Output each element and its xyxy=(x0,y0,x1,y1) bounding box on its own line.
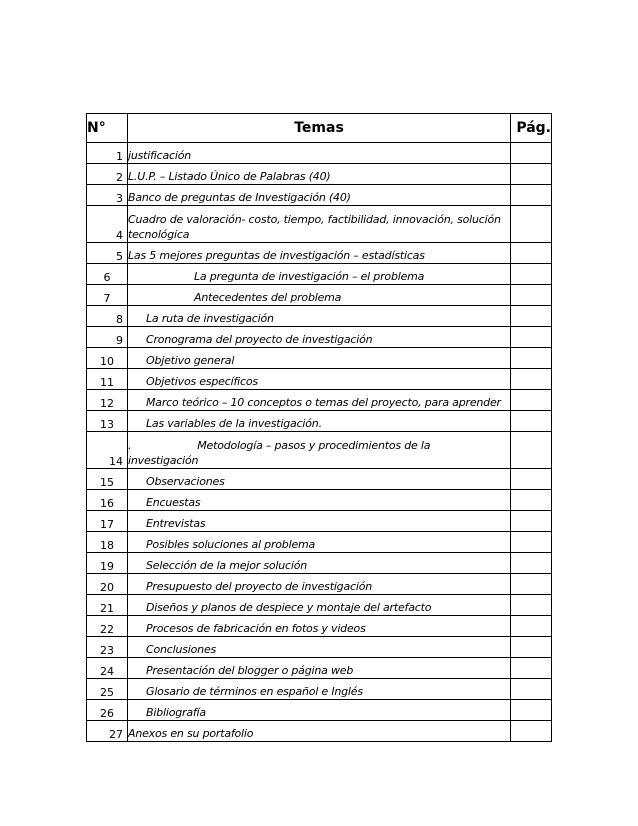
table-row xyxy=(87,285,552,306)
row-topic: Antecedentes del problema xyxy=(128,285,511,306)
column-header-number: N° xyxy=(87,114,128,143)
row-page xyxy=(511,206,552,243)
row-number: 8 xyxy=(87,306,128,327)
row-topic: Las variables de la investigación. xyxy=(128,411,511,432)
row-topic: Entrevistas xyxy=(128,511,511,532)
row-number: 7 xyxy=(87,285,128,306)
row-number: 23 xyxy=(87,637,128,658)
row-number: 2 xyxy=(87,164,128,185)
row-topic: Encuestas xyxy=(128,490,511,511)
row-page xyxy=(511,616,552,637)
row-topic: La pregunta de investigación – el problema xyxy=(128,264,511,285)
table-row xyxy=(87,469,552,490)
row-page xyxy=(511,700,552,721)
row-page xyxy=(511,306,552,327)
table-row xyxy=(87,369,552,390)
table-row xyxy=(87,264,552,285)
row-number: 20 xyxy=(87,574,128,595)
row-topic: Objetivo general xyxy=(128,348,511,369)
row-topic: Marco teórico – 10 conceptos o temas del proyecto, para aprender xyxy=(128,390,511,411)
table-row xyxy=(87,511,552,532)
row-topic: Procesos de fabricación en fotos y videos xyxy=(128,616,511,637)
row-number: 24 xyxy=(87,658,128,679)
row-topic: Presupuesto del proyecto de investigación xyxy=(128,574,511,595)
row-number: 3 xyxy=(87,185,128,206)
table-row xyxy=(87,390,552,411)
row-number: 11 xyxy=(87,369,128,390)
table-row xyxy=(87,306,552,327)
row-number: 22 xyxy=(87,616,128,637)
row-page xyxy=(511,264,552,285)
table-row xyxy=(87,574,552,595)
row-topic: Diseños y planos de despiece y montaje del artefacto xyxy=(128,595,511,616)
row-page xyxy=(511,469,552,490)
table-row xyxy=(87,658,552,679)
row-topic: Las 5 mejores preguntas de investigación – estadísticas xyxy=(128,243,511,264)
table-row xyxy=(87,637,552,658)
table-row xyxy=(87,595,552,616)
row-number: 13 xyxy=(87,411,128,432)
row-page xyxy=(511,574,552,595)
table-row xyxy=(87,411,552,432)
row-page xyxy=(511,658,552,679)
row-topic: Cuadro de valoración- costo, tiempo, factibilidad, innovación, solución tecnológica xyxy=(128,206,511,243)
row-topic: Presentación del blogger o página web xyxy=(128,658,511,679)
table-row xyxy=(87,679,552,700)
table-row xyxy=(87,532,552,553)
row-topic: . Metodología – pasos y procedimientos de la investigación xyxy=(128,432,511,469)
row-page xyxy=(511,285,552,306)
row-topic: Conclusiones xyxy=(128,637,511,658)
table-row xyxy=(87,721,552,742)
row-number: 6 xyxy=(87,264,128,285)
column-header-topics: Temas xyxy=(128,114,511,143)
row-page xyxy=(511,390,552,411)
row-page xyxy=(511,511,552,532)
row-page xyxy=(511,327,552,348)
row-number: 12 xyxy=(87,390,128,411)
row-page xyxy=(511,411,552,432)
row-number: 17 xyxy=(87,511,128,532)
column-header-page: Pág. xyxy=(511,114,552,143)
row-topic: L.U.P. – Listado Único de Palabras (40) xyxy=(128,164,511,185)
row-number: 15 xyxy=(87,469,128,490)
table-row xyxy=(87,490,552,511)
row-number: 5 xyxy=(87,243,128,264)
row-page xyxy=(511,243,552,264)
table-row xyxy=(87,185,552,206)
table-row xyxy=(87,553,552,574)
row-page xyxy=(511,490,552,511)
row-page xyxy=(511,432,552,469)
table-row xyxy=(87,616,552,637)
row-page xyxy=(511,143,552,164)
table-row xyxy=(87,348,552,369)
row-topic: Anexos en su portafolio xyxy=(128,721,511,742)
row-number: 18 xyxy=(87,532,128,553)
row-number: 21 xyxy=(87,595,128,616)
row-page xyxy=(511,637,552,658)
row-page xyxy=(511,679,552,700)
row-topic: Selección de la mejor solución xyxy=(128,553,511,574)
row-topic: Bibliografía xyxy=(128,700,511,721)
row-number: 26 xyxy=(87,700,128,721)
table-row xyxy=(87,700,552,721)
row-topic: Posibles soluciones al problema xyxy=(128,532,511,553)
row-topic: Objetivos específicos xyxy=(128,369,511,390)
row-page xyxy=(511,164,552,185)
row-topic: Banco de preguntas de Investigación (40) xyxy=(128,185,511,206)
row-number: 9 xyxy=(87,327,128,348)
row-page xyxy=(511,369,552,390)
table-row xyxy=(87,164,552,185)
row-page xyxy=(511,553,552,574)
row-topic: Observaciones xyxy=(128,469,511,490)
row-page xyxy=(511,532,552,553)
row-number: 4 xyxy=(87,206,128,243)
row-page xyxy=(511,595,552,616)
table-header-row xyxy=(87,114,552,143)
row-topic: Cronograma del proyecto de investigación xyxy=(128,327,511,348)
row-page xyxy=(511,185,552,206)
table-row xyxy=(87,327,552,348)
row-topic: justificación xyxy=(128,143,511,164)
row-topic: Glosario de términos en español e Inglés xyxy=(128,679,511,700)
row-number: 16 xyxy=(87,490,128,511)
row-number: 10 xyxy=(87,348,128,369)
row-number: 14 xyxy=(87,432,128,469)
row-topic: La ruta de investigación xyxy=(128,306,511,327)
table-of-contents xyxy=(86,113,552,742)
row-number: 27 xyxy=(87,721,128,742)
row-number: 1 xyxy=(87,143,128,164)
table-row xyxy=(87,243,552,264)
table-row xyxy=(87,143,552,164)
table-row xyxy=(87,432,552,469)
row-number: 19 xyxy=(87,553,128,574)
row-page xyxy=(511,721,552,742)
row-page xyxy=(511,348,552,369)
table-row xyxy=(87,206,552,243)
row-number: 25 xyxy=(87,679,128,700)
